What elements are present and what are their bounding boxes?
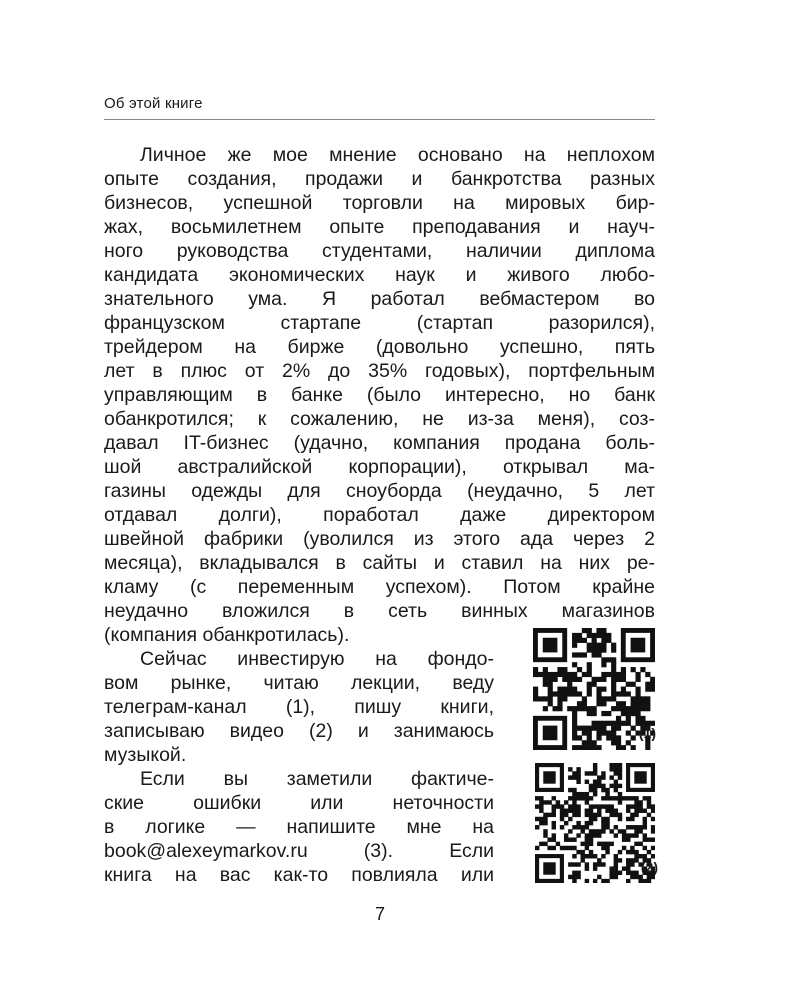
text-line: ного руководства студентами, наличии диплома <box>104 240 655 262</box>
running-header: Об этой книге <box>104 95 203 112</box>
text-line: трейдером на бирже (довольно успешно, пять <box>104 336 655 358</box>
text-line: отдавал долги), поработал даже директором <box>104 504 655 526</box>
text-line: шой австралийской корпорации), открывал ма- <box>104 456 655 478</box>
text-line: Сейчас инвестирую на фондо- <box>140 648 494 670</box>
text-line: опыте создания, продажи и банкротства разных <box>104 168 655 190</box>
text-line: книга на вас как-то повлияла или <box>104 864 494 886</box>
text-line: знательного ума. Я работал вебмастером во <box>104 288 655 310</box>
header-rule <box>104 119 655 120</box>
text-line: французском стартапе (стартап разорился), <box>104 312 655 334</box>
text-line: кламу (с переменным успехом). Потом крайне <box>104 576 655 598</box>
text-line: Личное же мое мнение основано на неплохом <box>140 144 655 166</box>
text-line: ские ошибки или неточности <box>104 792 494 814</box>
qr-label: (2) <box>640 859 658 875</box>
text-line: газины одежды для сноуборда (неудачно, 5 лет <box>104 480 655 502</box>
text-line: кандидата экономических наук и живого любо- <box>104 264 655 286</box>
text-line: (компания обанкротилась). <box>104 624 350 646</box>
text-line: жах, восьмилетнем опыте преподавания и науч- <box>104 216 655 238</box>
text-line: неудачно вложился в сеть винных магазинов <box>104 600 655 622</box>
text-line: лет в плюс от 2% до 35% годовых), портфельным <box>104 360 655 382</box>
text-line: месяца), вкладывался в сайты и ставил на них ре- <box>104 552 655 574</box>
text-line: book@alexeymarkov.ru (3). Если <box>104 840 494 862</box>
text-line: вом рынке, читаю лекции, веду <box>104 672 494 694</box>
text-line: бизнесов, успешной торговли на мировых бир- <box>104 192 655 214</box>
qr-label: (1) <box>638 725 656 741</box>
text-line: швейной фабрики (уволился из этого ада через 2 <box>104 528 655 550</box>
text-line: телеграм-канал (1), пишу книги, <box>104 696 494 718</box>
text-line: управляющим в банке (было интересно, но банк <box>104 384 655 406</box>
text-line: в логике — напишите мне на <box>104 816 494 838</box>
text-line: записываю видео (2) и занимаюсь <box>104 720 494 742</box>
text-line: Если вы заметили фактиче- <box>140 768 494 790</box>
text-line: музыкой. <box>104 744 187 766</box>
page-number: 7 <box>374 904 385 924</box>
text-line: обанкротился; к сожалению, не из-за меня), соз- <box>104 408 655 430</box>
text-line: давал IT-бизнес (удачно, компания продана боль- <box>104 432 655 454</box>
